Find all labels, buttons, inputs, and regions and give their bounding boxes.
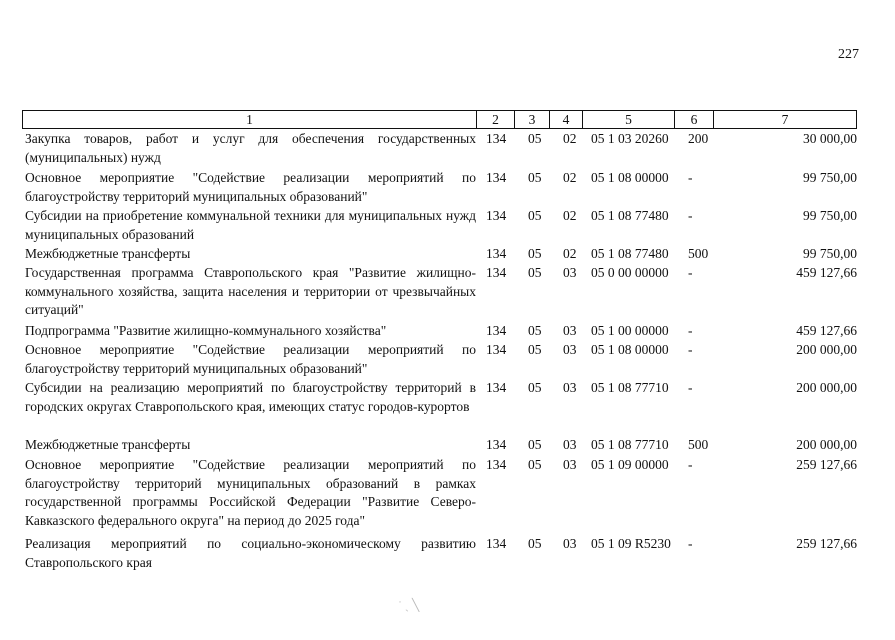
row-col-2: 134 <box>486 131 507 146</box>
row-col-3: 05 <box>528 208 542 223</box>
row-col-2: 134 <box>486 208 507 223</box>
row-description: Реализация мероприятий по социально-экономическому развитию Ставропольского края <box>25 536 476 570</box>
row-description: Субсидии на приобретение коммунальной техники для муниципальных нужд муниципальных образований <box>25 208 476 242</box>
row-col-7: 259 127,66 <box>796 457 857 472</box>
row-col-5: 05 1 08 00000 <box>591 170 669 185</box>
row-col-6: 500 <box>688 437 709 452</box>
row-col-5: 05 1 08 77710 <box>591 380 669 395</box>
row-col-3: 05 <box>528 170 542 185</box>
row-col-5: 05 1 03 20260 <box>591 131 669 146</box>
row-description: Закупка товаров, работ и услуг для обеспечения государственных (муниципальных) нужд <box>25 131 476 165</box>
scan-artifact: ˙ ˎ ╲ <box>398 598 420 612</box>
header-col-6: 6 <box>675 111 714 129</box>
row-col-4: 02 <box>563 208 577 223</box>
row-description: Основное мероприятие "Содействие реализации мероприятий по благоустройству территорий муниципальных образований" <box>25 170 476 204</box>
row-col-4: 03 <box>563 323 577 338</box>
row-col-2: 134 <box>486 265 507 280</box>
row-col-3: 05 <box>528 131 542 146</box>
row-col-4: 03 <box>563 536 577 551</box>
row-col-7: 459 127,66 <box>796 265 857 280</box>
header-col-2: 2 <box>477 111 515 129</box>
row-description: Подпрограмма "Развитие жилищно-коммунального хозяйства" <box>25 323 387 338</box>
row-col-3: 05 <box>528 265 542 280</box>
row-col-2: 134 <box>486 437 507 452</box>
page-number: 227 <box>838 47 859 62</box>
row-col-5: 05 1 08 00000 <box>591 342 669 357</box>
row-col-3: 05 <box>528 437 542 452</box>
row-description: Межбюджетные трансферты <box>25 246 191 261</box>
row-col-3: 05 <box>528 457 542 472</box>
row-col-4: 02 <box>563 131 577 146</box>
row-col-3: 05 <box>528 380 542 395</box>
row-col-2: 134 <box>486 380 507 395</box>
row-col-4: 03 <box>563 342 577 357</box>
row-description: Основное мероприятие "Содействие реализации мероприятий по благоустройству территорий муниципальных образований в рамках государственной программы Российской Федерации "Развитие Северо-Кавказского федерального округа" на период до 2025 года" <box>25 457 476 528</box>
row-col-6: - <box>688 342 693 357</box>
row-col-7: 259 127,66 <box>796 536 857 551</box>
row-col-6: - <box>688 323 693 338</box>
row-col-2: 134 <box>486 170 507 185</box>
row-col-6: - <box>688 265 693 280</box>
row-col-6: - <box>688 380 693 395</box>
row-col-7: 99 750,00 <box>803 170 857 185</box>
row-col-6: - <box>688 457 693 472</box>
row-col-7: 459 127,66 <box>796 323 857 338</box>
row-col-6: 500 <box>688 246 709 261</box>
row-col-4: 03 <box>563 265 577 280</box>
row-col-4: 03 <box>563 437 577 452</box>
row-col-7: 200 000,00 <box>796 342 857 357</box>
row-col-6: - <box>688 536 693 551</box>
row-col-4: 03 <box>563 380 577 395</box>
row-col-4: 02 <box>563 246 577 261</box>
row-col-6: - <box>688 170 693 185</box>
header-col-5: 5 <box>583 111 675 129</box>
row-description: Субсидии на реализацию мероприятий по благоустройству территорий в городских округах Ставропольского края, имеющих статус городов-курортов <box>25 380 476 414</box>
row-description: Межбюджетные трансферты <box>25 437 191 452</box>
row-col-2: 134 <box>486 342 507 357</box>
row-col-5: 05 0 00 00000 <box>591 265 669 280</box>
row-col-5: 05 1 08 77480 <box>591 208 669 223</box>
row-col-6: 200 <box>688 131 709 146</box>
row-col-7: 30 000,00 <box>803 131 857 146</box>
header-col-3: 3 <box>515 111 550 129</box>
row-col-6: - <box>688 208 693 223</box>
header-col-1: 1 <box>23 111 477 129</box>
row-col-3: 05 <box>528 323 542 338</box>
row-col-7: 99 750,00 <box>803 246 857 261</box>
row-col-5: 05 1 08 77710 <box>591 437 669 452</box>
row-col-5: 05 1 00 00000 <box>591 323 669 338</box>
row-description: Государственная программа Ставропольского края "Развитие жилищно-коммунального хозяйства, защита населения и территории от чрезвычайных ситуаций" <box>25 265 476 317</box>
row-col-7: 200 000,00 <box>796 437 857 452</box>
row-col-4: 02 <box>563 170 577 185</box>
row-col-4: 03 <box>563 457 577 472</box>
row-col-5: 05 1 09 00000 <box>591 457 669 472</box>
row-description: Основное мероприятие "Содействие реализации мероприятий по благоустройству территорий муниципальных образований" <box>25 342 476 376</box>
row-col-2: 134 <box>486 457 507 472</box>
row-col-2: 134 <box>486 323 507 338</box>
header-col-4: 4 <box>550 111 583 129</box>
header-col-7: 7 <box>714 111 857 129</box>
row-col-5: 05 1 09 R5230 <box>591 536 671 551</box>
row-col-3: 05 <box>528 536 542 551</box>
row-col-3: 05 <box>528 246 542 261</box>
row-col-7: 99 750,00 <box>803 208 857 223</box>
row-col-7: 200 000,00 <box>796 380 857 395</box>
row-col-3: 05 <box>528 342 542 357</box>
row-col-2: 134 <box>486 246 507 261</box>
row-col-2: 134 <box>486 536 507 551</box>
row-col-5: 05 1 08 77480 <box>591 246 669 261</box>
